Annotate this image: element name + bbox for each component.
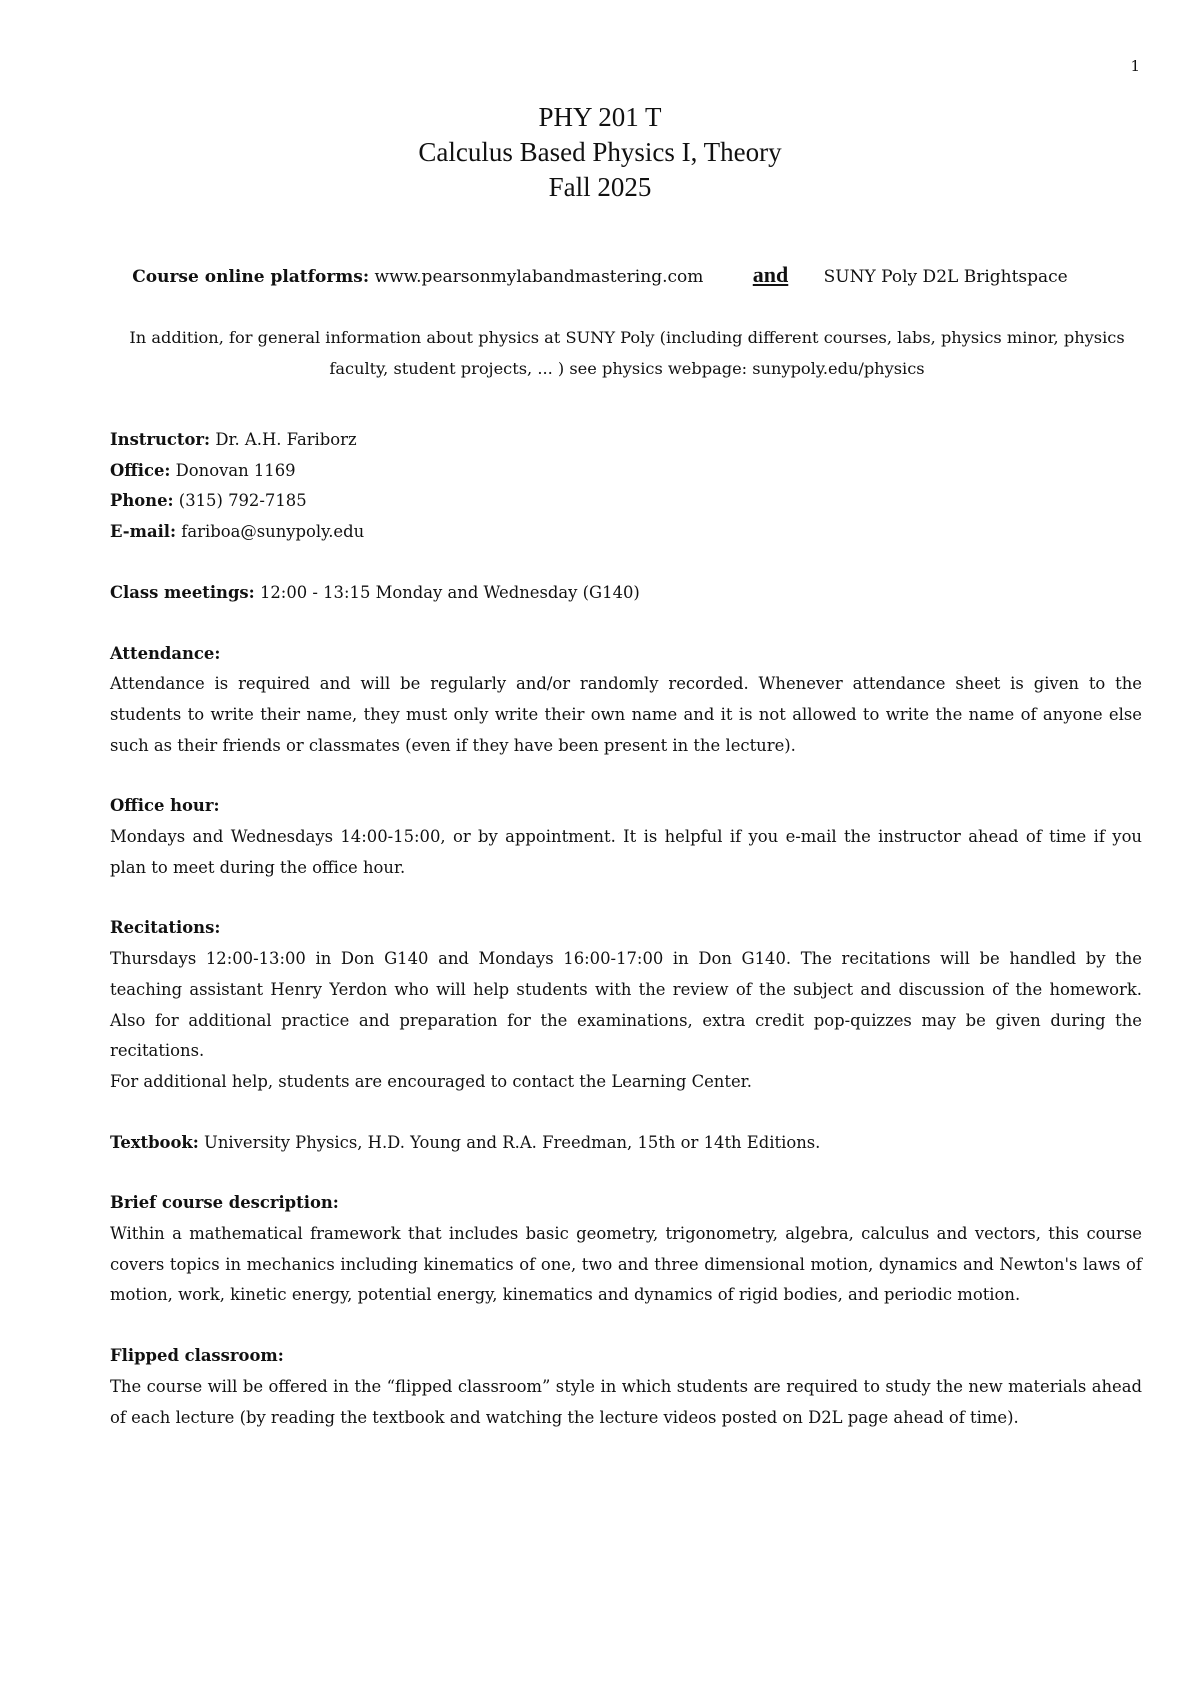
course-term: Fall 2025 [548,172,652,202]
recitations-text: Thursdays 12:00-13:00 in Don G140 and Mondays 16:00-17:00 in Don G140. The recitations will be handled by the teaching assistant Henry Yerdon who will help students with the review of the subject and discussion of the homework. Also for additional practice and preparation for the examinations, extra credit pop-quizzes may be given during the recitations. [110,949,1142,1061]
recitations-help-text: For additional help, students are encouraged to contact the Learning Center. [110,1071,752,1091]
section-heading-recitations [110,913,1142,944]
office-label: Office: [110,460,171,480]
instructor-line [110,425,1142,456]
textbook-value: University Physics, H.D. Young and R.A. Freedman, 15th or 14th Editions. [204,1132,821,1152]
course-code: PHY 201 T [538,102,662,132]
recitations-heading-text: Recitations: [110,918,221,938]
page-number: 1 [1130,57,1140,75]
email-line [110,517,1142,548]
office-hour-heading-text: Office hour: [110,796,220,816]
phone-line [110,486,1142,517]
section-heading-office-hour [110,791,1142,822]
description-heading-text: Brief course description: [110,1193,339,1213]
attendance-heading-text: Attendance: [110,643,221,663]
platforms-label: Course online platforms: [132,267,370,287]
instructor-label: Instructor: [110,430,211,449]
online-platforms [0,262,1200,288]
section-heading-attendance [110,639,1142,670]
phone-label: Phone: [110,491,174,511]
attendance-text: Attendance is required and will be regularly and/or randomly recorded. Whenever attendance sheet is given to the students to write their name, they must only write their own name and it is not allowed to write the name of anyone else such as their friends or classmates (even if they have been present in the lecture). [110,674,1142,755]
office-line [110,456,1142,487]
class-meetings-line [110,578,1142,609]
textbook-label: Textbook: [110,1132,199,1152]
email-value: fariboa@sunypoly.edu [181,522,365,542]
course-name: Calculus Based Physics I, Theory [418,137,782,167]
document-title [0,100,1200,205]
description-text: Within a mathematical framework that includes basic geometry, trigonometry, algebra, calculus and vectors, this course covers topics in mechanics including kinematics of one, two and three dimensional motion, dynamics and Newton's laws of motion, work, kinetic energy, potential energy, kinematics and dynamics of rigid bodies, and periodic motion. [110,1224,1142,1305]
intro-paragraph: In addition, for general information about physics at SUNY Poly (including different courses, labs, physics minor, physics faculty, student projects, ... ) see physics webpage: sunypoly.edu/physics [129,328,1125,378]
section-heading-description [110,1188,1142,1219]
phone-value: (315) 792-7185 [178,491,307,511]
office-hour-text: Mondays and Wednesdays 14:00-15:00, or by appointment. It is helpful if you e-mail the instructor ahead of time if you plan to meet during the office hour. [110,827,1142,877]
class-meetings-value: 12:00 - 13:15 Monday and Wednesday (G140) [259,582,640,602]
platform-pearson: www.pearsonmylabandmastering.com [374,267,704,287]
syllabus-body [110,425,1142,1433]
platforms-separator: and [752,262,789,287]
section-heading-flipped [110,1341,1142,1372]
flipped-text: The course will be offered in the “flipped classroom” style in which students are required to study the new materials ahead of each lecture (by reading the textbook and watching the lecture videos posted on D2L page ahead of time). [110,1376,1142,1427]
office-value: Donovan 1169 [175,460,296,480]
platform-d2l: SUNY Poly D2L Brightspace [823,267,1068,287]
flipped-heading-text: Flipped classroom: [110,1346,284,1366]
email-label: E-mail: [110,522,177,542]
class-meetings-label: Class meetings: [110,582,255,602]
instructor-value: Dr. A.H. Fariborz [215,430,357,449]
textbook-line [110,1128,1142,1159]
